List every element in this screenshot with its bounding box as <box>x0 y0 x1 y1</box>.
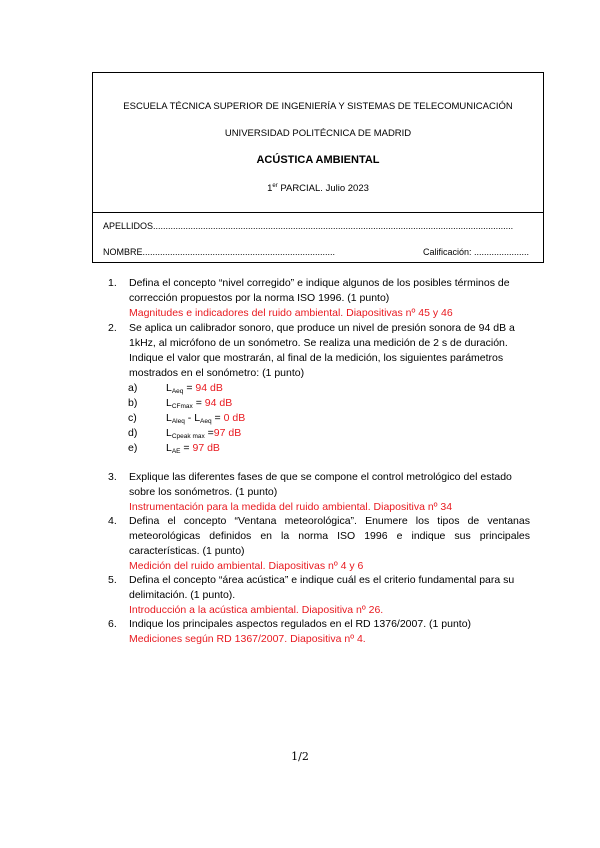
question-1: 1. Defina el concepto “nivel corregido” e indique algunos de los posibles términos de corrección propuestos por la norma ISO 1996. (1 punto) Magnitudes e indicadores del ruido ambiental. Diapositivas nº 45 y 46 <box>108 276 530 321</box>
question-3-text: Explique las diferentes fases de que se compone el control metrológico del estado sobre los sonómetros. (1 punto) <box>129 471 512 498</box>
question-5: 5. Defina el concepto “área acústica” e indique cuál es el criterio fundamental para su delimitación. (1 punto). Introducción a la acústica ambiental. Diapositiva nº 26. <box>108 573 530 618</box>
question-3-answer: Instrumentación para la medida del ruido ambiental. Diapositiva nº 34 <box>129 501 453 513</box>
question-6-text: Indique los principales aspectos regulados en el RD 1376/2007. (1 punto) <box>129 618 472 630</box>
university-name: UNIVERSIDAD POLITÉCNICA DE MADRID <box>224 128 412 139</box>
grade-field: Calificación: ...................... <box>423 247 530 257</box>
exam-title: 1er PARCIAL. Julio 2023 <box>267 183 369 195</box>
question-1-answer: Magnitudes e indicadores del ruido ambiental. Diapositivas nº 45 y 46 <box>129 307 453 319</box>
question-4: 4. Defina el concepto “Ventana meteorológica”. Enumere los tipos de ventanas meteorológicas definidos en la norma ISO 1996 e indique sus principales características. (1 punto) Medición del ruido ambiental. Diapositivas nº 4 y 6 <box>108 515 530 572</box>
school-name: ESCUELA TÉCNICA SUPERIOR DE INGENIERÍA Y SISTEMAS DE TELECOMUNICACIÓN <box>123 101 513 112</box>
question-5-answer: Introducción a la acústica ambiental. Diapositiva nº 26. <box>129 604 384 616</box>
question-1-text: Defina el concepto “nivel corregido” e indique algunos de los posibles términos de corrección propuestos por la norma ISO 1996. (1 punto) <box>129 277 510 304</box>
question-3: 3. Explique las diferentes fases de que se compone el control metrológico del estado sobre los sonómetros. (1 punto) Instrumentación para la medida del ruido ambiental. Diapositiva nº 34 <box>108 470 530 515</box>
question-2-text: Se aplica un calibrador sonoro, que produce un nivel de presión sonora de 94 dB a 1kHz, al micrófono de un sonómetro. Se realiza una medición de 2 s de duración. Indique el valor que mostrarán, al final de la medición, los siguientes parámetros mostrados en el sonómetro: (1 punto) <box>129 322 515 379</box>
name-field[interactable]: NOMBRE............................................................................. <box>103 247 336 257</box>
question-4-text: Defina el concepto “Ventana meteorológica”. Enumere los tipos de ventanas meteorológicas definidos en la norma ISO 1996 e indique sus principales características. (1 punto) <box>129 515 530 557</box>
course-title: ACÚSTICA AMBIENTAL <box>256 154 380 166</box>
page-number: 1/2 <box>291 750 309 763</box>
question-6-answer: Mediciones según RD 1367/2007. Diapositiva nº 4. <box>129 633 366 645</box>
surnames-field[interactable]: APELLIDOS................................................................................................................................................ <box>103 221 514 231</box>
question-2: 2. Se aplica un calibrador sonoro, que produce un nivel de presión sonora de 94 dB a 1kHz, al micrófono de un sonómetro. Se realiza una medición de 2 s de duración. Indique el valor que mostrarán, al final de la medición, los siguientes parámetros mostrados en el sonómetro: (1 punto) <box>108 321 530 381</box>
question-4-answer: Medición del ruido ambiental. Diapositivas nº 4 y 6 <box>129 560 364 572</box>
question-5-text: Defina el concepto “área acústica” e indique cuál es el criterio fundamental para su delimitación. (1 punto). <box>129 574 515 601</box>
question-6: 6. Indique los principales aspectos regulados en el RD 1376/2007. (1 punto) Mediciones según RD 1367/2007. Diapositiva nº 4. <box>108 617 530 647</box>
